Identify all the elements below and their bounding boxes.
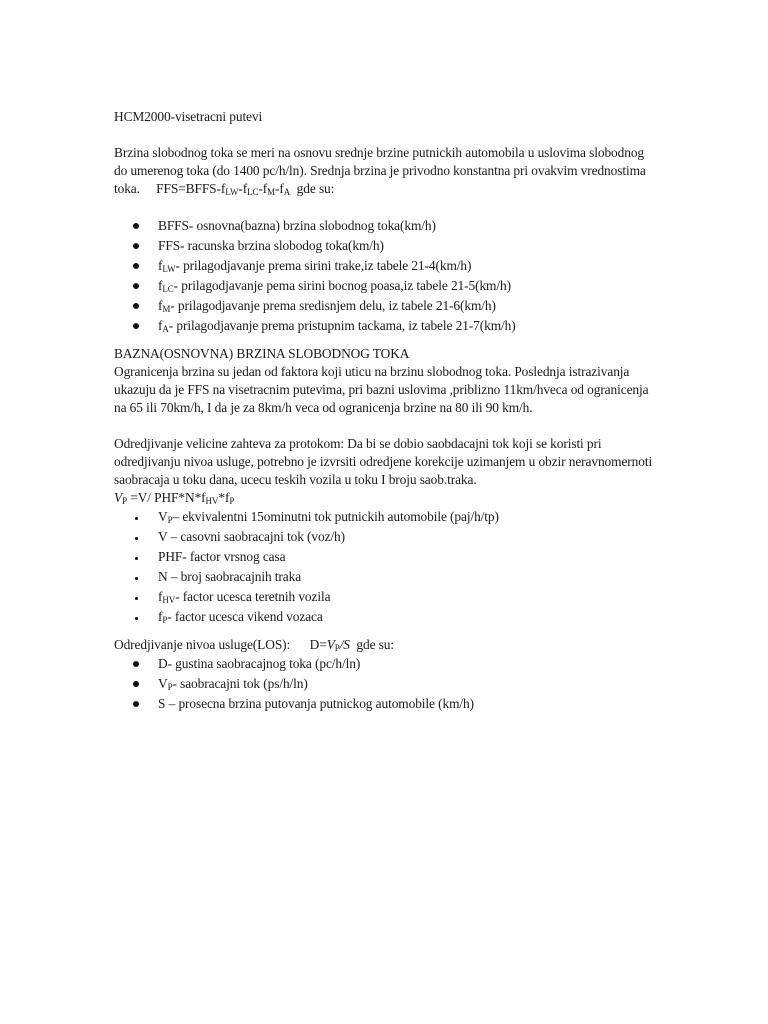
demand-paragraph: Odredjivanje velicine zahteva za protokom: Da bi se dobio saobdacajni tok koji se koristi pri odredjivanju nivoa usluge, potrebno je izvrsiti odredjene korekcije uzimanjem u obzir neravnomernoti saobracaja u toku dana, ucecu teskih vozila u toku I broju saob.traka. xyxy=(114,436,653,487)
list-item: $f_P-$ factor ucesca vikend vozaca xyxy=(114,607,659,627)
bullet-icon xyxy=(135,617,138,620)
list-item: $f_A-$ prilagodjavanje prema pristupnim tackama, iz tabele 21-7(km/h) xyxy=(114,316,659,336)
bullet-icon xyxy=(133,263,139,269)
document-page xyxy=(114,108,659,714)
bullet-icon xyxy=(133,661,139,667)
bazna-paragraph: Ogranicenja brzina su jedan od faktora koji uticu na brzinu slobodnog toka. Poslednja istrazivanja ukazuju da je FFS na visetracnim putevima, pri bazni uslovima ,priblizno 11km/hveca od ogranicenja na 65 ili 70km/h, I da je za 8km/h veca od ogranicenja brzine na 80 ili 90 km/h. xyxy=(114,364,649,415)
document-title: HCM2000-visetracni putevi xyxy=(114,109,263,124)
bullet-icon xyxy=(135,597,138,600)
bullet-icon xyxy=(135,537,138,540)
bullet-icon xyxy=(133,701,139,707)
list-item: FFS- racunska brzina slobodog toka(km/h) xyxy=(114,236,659,256)
vp-terms-list xyxy=(114,507,659,627)
list-item: V – casovni saobracajni tok (voz/h) xyxy=(114,527,659,547)
list-item: $f_{HV}-$ factor ucesca teretnih vozila xyxy=(114,587,659,607)
vp-formula: $V_P =V/$ $PHF*N*f_{HV}*f_P$ xyxy=(114,490,235,506)
section-heading-bazna: BAZNA(OSNOVNA) BRZINA SLOBODNOG TOKA xyxy=(114,346,410,361)
list-item: PHF- factor vrsnog casa xyxy=(114,547,659,567)
bullet-icon xyxy=(135,577,138,580)
list-item: $f_M-$ prilagodjavanje prema sredisnjem delu, iz tabele 21-6(km/h) xyxy=(114,296,659,316)
bullet-icon xyxy=(133,283,139,289)
bullet-icon xyxy=(133,323,139,329)
bullet-icon xyxy=(133,681,139,687)
bullet-icon xyxy=(133,223,139,229)
list-item: BFFS- osnovna(bazna) brzina slobodnog toka(km/h) xyxy=(114,216,659,236)
list-item: $V_P-$ saobracajni tok (ps/h/ln) xyxy=(114,674,659,694)
intro-text: Brzina slobodnog toka se meri na osnovu srednje brzine putnickih automobila u uslovima slobodnog do umerenog toka (do 1400 pc/h/ln). Srednja brzina je privodno konstantna pri ovakvim vrednostima toka. xyxy=(114,145,646,196)
list-item: N – broj saobracajnih traka xyxy=(114,567,659,587)
ffs-terms-list xyxy=(114,216,659,336)
los-terms-list xyxy=(114,654,659,714)
list-item: $f_{LC}-$ prilagodjavanje pema sirini bocnog poasa,iz tabele 21-5(km/h) xyxy=(114,276,659,296)
list-item: $V_P-$ ekvivalentni 15ominutni tok putnickih automobile (paj/h/tp) xyxy=(114,507,659,527)
intro-paragraph xyxy=(114,144,659,198)
los-paragraph: Odredjivanje nivoa usluge(LOS): $D=V_P/S$ gde su: xyxy=(114,637,395,653)
list-item: D- gustina saobracajnog toka (pc/h/ln) xyxy=(114,654,659,674)
bullet-icon xyxy=(135,517,138,520)
list-item: $f_{LW}-$ prilagodjavanje prema sirini trake,iz tabele 21-4(km/h) xyxy=(114,256,659,276)
list-item: S – prosecna brzina putovanja putnickog automobile (km/h) xyxy=(114,694,659,714)
bullet-icon xyxy=(135,557,138,560)
bullet-icon xyxy=(133,303,139,309)
ffs-formula: $FFS=BFFS-f_{LW}-f_{LC}-f_M-f_A$ gde su: xyxy=(156,181,335,197)
bullet-icon xyxy=(133,243,139,249)
